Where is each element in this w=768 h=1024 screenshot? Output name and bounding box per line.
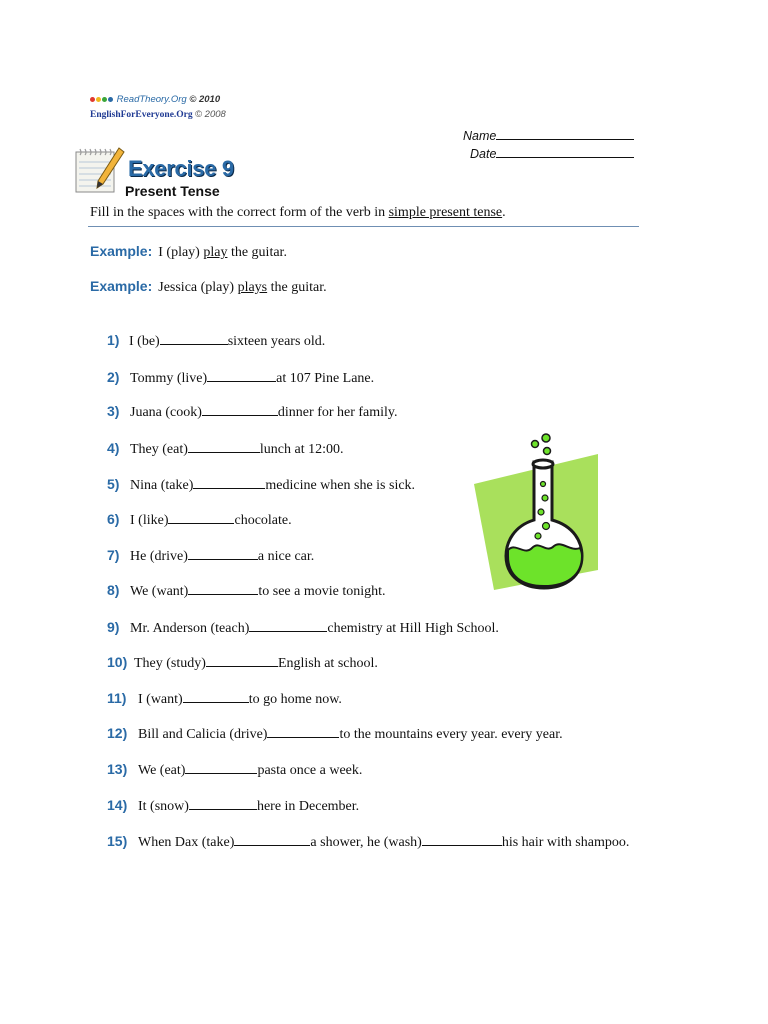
answer-blank[interactable] [207,370,276,382]
question-number: 2) [107,369,120,385]
question-13 [107,761,362,779]
question-4 [107,440,344,458]
question-number: 1) [107,332,120,348]
question-number: 4) [107,440,120,456]
question-3 [107,403,398,421]
brand-englishforeveryone-text: EnglishForEveryone.Org [90,110,193,120]
question-text: It (snow) [138,799,189,814]
instructions-underlined: simple present tense [388,205,503,220]
question-text: lunch at 12:00. [259,442,344,457]
answer-blank[interactable] [202,404,278,416]
question-number: 12) [107,725,128,741]
question-number: 10) [107,654,128,670]
example-prompt: I (play) [158,245,204,260]
question-number: 7) [107,547,120,563]
example-1 [90,243,287,261]
answer-blank[interactable] [183,691,249,703]
question-text: a shower, he (wash) [310,835,422,850]
question-11 [107,690,342,708]
name-line[interactable] [496,128,634,140]
brand-readtheory-text: ReadTheory.Org [116,94,187,105]
question-text: chemistry at Hill High School. [327,621,499,636]
question-text: a nice car. [257,549,315,564]
question-text: They (study) [134,656,206,671]
question-text: They (eat) [130,442,188,457]
notepad-pencil-icon [73,146,125,194]
example-label: Example: [90,243,153,259]
page-title: Exercise 9 [128,156,234,181]
question-number: 3) [107,403,120,419]
example-answer: plays [237,280,268,295]
question-9 [107,619,499,637]
question-number: 5) [107,476,120,492]
question-number: 8) [107,582,120,598]
answer-blank[interactable] [188,548,258,560]
question-text: at 107 Pine Lane. [276,371,375,386]
question-text: I (like) [130,513,169,528]
question-text: chocolate. [234,513,292,528]
example-rest: the guitar. [267,280,327,295]
example-rest: the guitar. [227,245,287,260]
question-number: 6) [107,511,120,527]
example-2 [90,278,327,296]
answer-blank[interactable] [422,834,502,846]
date-line[interactable] [496,146,634,158]
answer-blank[interactable] [188,583,258,595]
question-6 [107,511,292,529]
instructions [90,205,506,221]
question-text: I (be) [129,334,160,349]
answer-blank[interactable] [249,620,327,632]
question-number: 14) [107,797,128,813]
question-text: to go home now. [248,692,342,707]
question-text: sixteen years old. [227,334,326,349]
question-10 [107,654,378,672]
question-text: pasta once a week. [257,763,363,778]
name-label: Name [463,129,497,143]
answer-blank[interactable] [206,655,278,667]
question-text: to see a movie tonight. [258,584,386,599]
question-text: Tommy (live) [130,371,208,386]
date-field[interactable] [470,146,634,161]
example-answer: play [203,245,228,260]
question-14 [107,797,359,815]
example-prompt: Jessica (play) [158,280,238,295]
question-15 [107,833,629,851]
question-number: 11) [107,690,127,706]
answer-blank[interactable] [234,834,310,846]
question-text: We (want) [130,584,189,599]
question-text: I (want) [138,692,183,707]
answer-blank[interactable] [185,762,257,774]
question-number: 13) [107,761,128,777]
date-label: Date [470,147,497,161]
answer-blank[interactable] [189,798,257,810]
question-text: his hair with shampoo. [501,835,630,850]
answer-blank[interactable] [168,512,234,524]
question-text: When Dax (take) [138,835,235,850]
flask-icon [474,432,602,590]
question-text: He (drive) [130,549,188,564]
question-12 [107,725,563,743]
question-text: English at school. [277,656,378,671]
question-text: Mr. Anderson (teach) [130,621,250,636]
question-number: 15) [107,833,128,849]
example-label: Example: [90,278,153,294]
question-7 [107,547,314,565]
answer-blank[interactable] [188,441,260,453]
question-2 [107,369,374,387]
question-5 [107,476,415,494]
question-text: We (eat) [138,763,186,778]
question-text: Nina (take) [130,478,194,493]
brand-englishforeveryone-year: © 2008 [195,109,226,120]
question-8 [107,582,386,600]
brand-readtheory [90,94,220,105]
answer-blank[interactable] [267,726,339,738]
question-text: medicine when she is sick. [265,478,416,493]
question-text: Bill and Calicia (drive) [138,727,268,742]
question-text: to the mountains every year. every year. [339,727,563,742]
answer-blank[interactable] [160,333,228,345]
instructions-before: Fill in the spaces with the correct form of the verb in [90,205,389,220]
brand-readtheory-year: © 2010 [189,94,221,105]
instructions-after: . [502,205,506,220]
question-text: Juana (cook) [130,405,202,420]
question-1 [107,332,325,350]
divider [88,226,639,227]
page-subtitle: Present Tense [125,183,220,199]
brand-englishforeveryone [90,109,226,120]
answer-blank[interactable] [193,477,265,489]
question-text: here in December. [256,799,360,814]
question-number: 9) [107,619,120,635]
name-field[interactable] [463,128,634,143]
question-text: dinner for her family. [277,405,398,420]
